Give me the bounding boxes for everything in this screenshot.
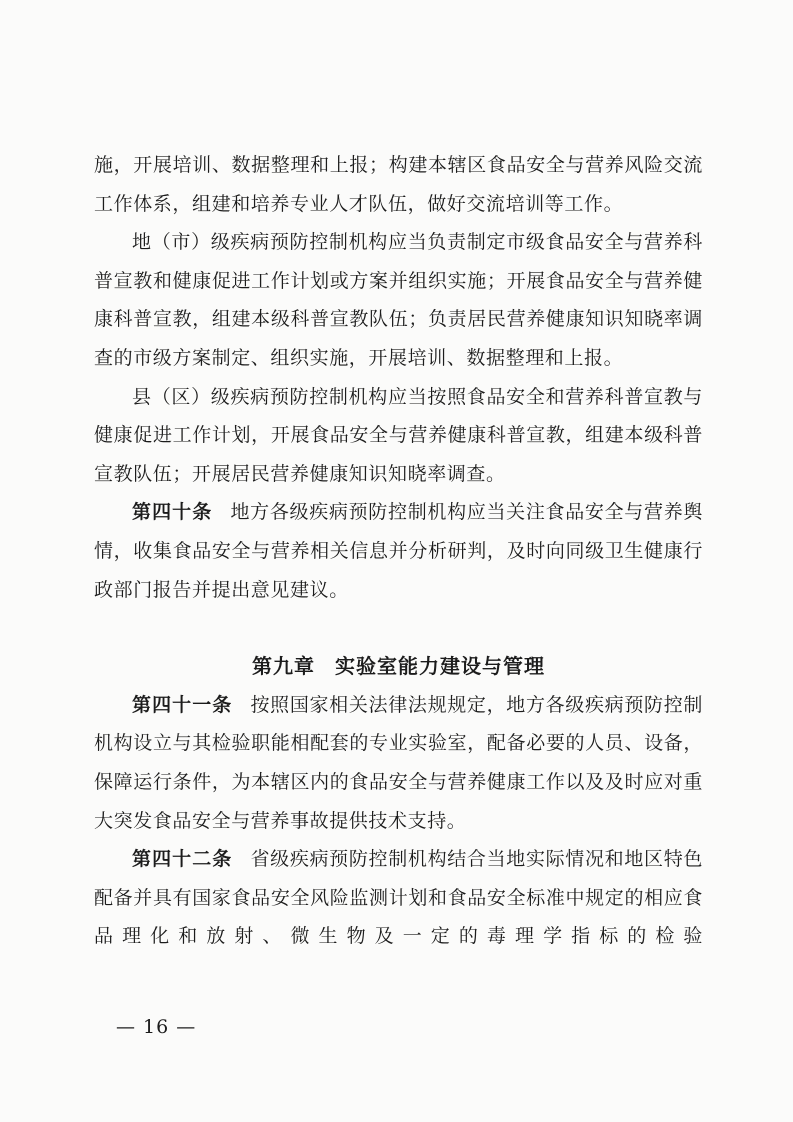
article-41 (94, 686, 703, 840)
article-41-text: 按照国家相关法律法规规定，地方各级疾病预防控制机构设立与其检验职能相配套的专业实验室，配备必要的人员、设备，保障运行条件，为本辖区内的食品安全与营养健康工作以及及时应对重大突发食品安全与营养事故提供技术支持。 (94, 693, 703, 832)
article-40-text: 地方各级疾病预防控制机构应当关注食品安全与营养舆情，收集食品安全与营养相关信息并分析研判，及时向同级卫生健康行政部门报告并提出意见建议。 (94, 501, 703, 601)
chapter-number: 第九章 (252, 654, 315, 679)
article-40-label: 第四十条 (132, 501, 213, 524)
paragraph-prefecture-cdc: 地（市）级疾病预防控制机构应当负责制定市级食品安全与营养科普宣教和健康促进工作计划或方案并组织实施；开展食品安全与营养健康科普宣教，组建本级科普宣教队伍；负责居民营养健康知识知晓率调查的市级方案制定、组织实施，开展培训、数据整理和上报。 (94, 231, 703, 369)
article-40 (94, 493, 703, 609)
page-number: — 16 — (116, 1016, 197, 1038)
article-42 (94, 840, 703, 956)
chapter-heading (94, 647, 703, 686)
paragraph-county-cdc: 县（区）级疾病预防控制机构应当按照食品安全和营养科普宣教与健康促进工作计划，开展食品安全与营养健康科普宣教，组建本级科普宣教队伍；开展居民营养健康知识知晓率调查。 (94, 385, 703, 485)
paragraph-continuation: 施，开展培训、数据整理和上报；构建本辖区食品安全与营养风险交流工作体系，组建和培养专业人才队伍，做好交流培训等工作。 (94, 154, 703, 215)
article-41-label: 第四十一条 (132, 693, 233, 716)
article-42-text: 省级疾病预防控制机构结合当地实际情况和地区特色配备并具有国家食品安全风险监测计划和食品安全标准中规定的相应食品理化和放射、微生物及一定的毒理学指标的检验 (94, 848, 703, 948)
chapter-title: 实验室能力建设与管理 (335, 654, 545, 679)
article-42-label: 第四十二条 (132, 848, 233, 871)
